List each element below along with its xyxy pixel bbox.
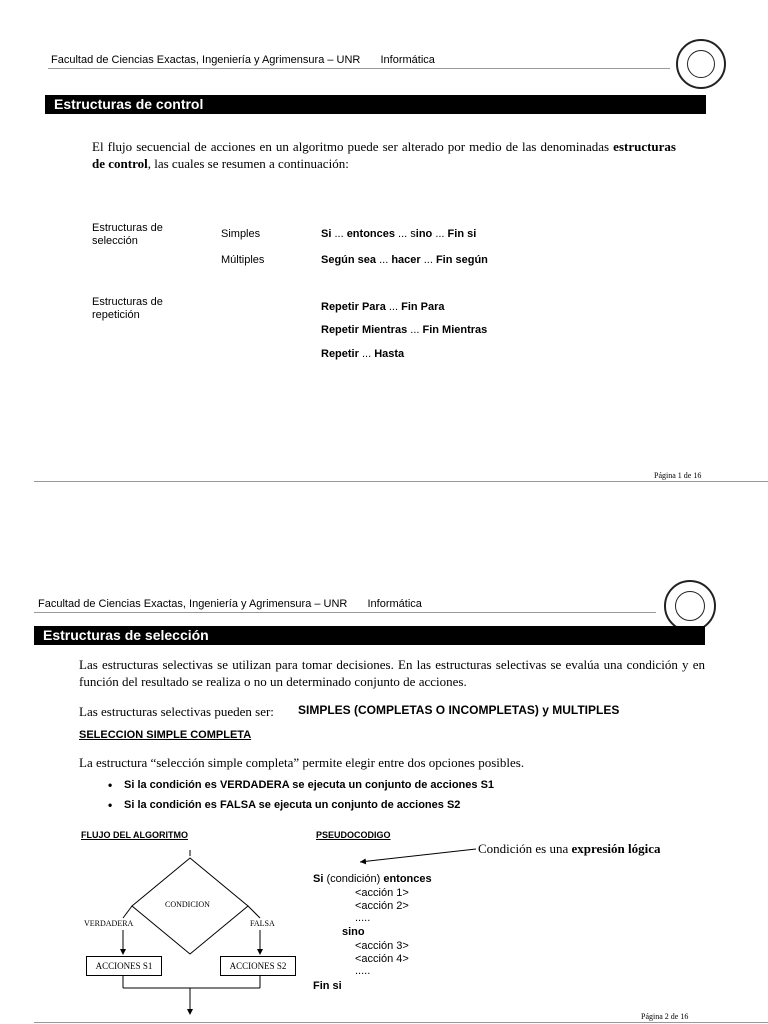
flow-false-label: FALSA bbox=[250, 919, 275, 928]
header-institution: Facultad de Ciencias Exactas, Ingeniería y Agrimensura – UNR bbox=[38, 598, 348, 610]
multiple-label: Múltiples bbox=[221, 254, 265, 266]
repeat-for-syntax: Repetir Para ... Fin Para bbox=[321, 301, 445, 313]
simple-syntax: Si ... entonces ... sino ... Fin si bbox=[321, 228, 477, 240]
flow-title: FLUJO DEL ALGORITMO bbox=[81, 830, 188, 840]
pseudo-dots-2: ..... bbox=[355, 965, 371, 977]
page2-header-rule bbox=[34, 612, 656, 613]
pseudo-finsi: Fin si bbox=[313, 980, 342, 992]
repeat-while-syntax: Repetir Mientras ... Fin Mientras bbox=[321, 324, 488, 336]
page1-header-rule bbox=[48, 68, 670, 69]
pseudo-dots-1: ..... bbox=[355, 912, 371, 924]
repetition-label: Estructuras de repetición bbox=[92, 296, 163, 321]
types-bold: SIMPLES (COMPLETAS O INCOMPLETAS) y MULTIPLES bbox=[298, 703, 620, 717]
page1-number: Página 1 de 16 bbox=[654, 471, 702, 480]
page2-section-title: Estructuras de selección bbox=[34, 626, 705, 645]
list-item: • Si la condición es FALSA se ejecuta un conjunto de acciones S2 bbox=[108, 795, 494, 815]
header-subject: Informática bbox=[367, 598, 422, 610]
pseudo-si-line: Si (condición) entonces bbox=[313, 873, 432, 885]
flow-condition-label: CONDICION bbox=[165, 900, 210, 909]
flow-s1-box: ACCIONES S1 bbox=[86, 956, 162, 976]
pseudo-action-2: <acción 2> bbox=[355, 900, 409, 912]
page1-intro: El flujo secuencial de acciones en un algoritmo puede ser alterado por medio de las denominadas estructuras de control, las cuales se resumen a continuación: bbox=[92, 139, 676, 171]
multiple-syntax: Según sea ... hacer ... Fin según bbox=[321, 254, 488, 266]
page1-header bbox=[51, 54, 435, 66]
pseudo-action-4: <acción 4> bbox=[355, 953, 409, 965]
university-seal-icon bbox=[676, 39, 726, 89]
selection-label: Estructuras de selección bbox=[92, 222, 163, 247]
page-separator bbox=[34, 481, 768, 482]
page2-para2: La estructura “selección simple completa” permite elegir entre dos opciones posibles. bbox=[79, 755, 525, 770]
annotation-arrow-icon bbox=[350, 840, 480, 870]
page1-section-title: Estructuras de control bbox=[45, 95, 706, 114]
pseudo-action-1: <acción 1> bbox=[355, 887, 409, 899]
flowchart bbox=[80, 850, 310, 1020]
header-institution: Facultad de Ciencias Exactas, Ingeniería y Agrimensura – UNR bbox=[51, 54, 361, 66]
annotation: Condición es una expresión lógica bbox=[478, 841, 661, 856]
header-subject: Informática bbox=[380, 54, 435, 66]
pseudo-action-3: <acción 3> bbox=[355, 940, 409, 952]
flow-true-label: VERDADERA bbox=[84, 919, 134, 928]
subsection-title: SELECCION SIMPLE COMPLETA bbox=[79, 729, 252, 741]
university-seal-icon bbox=[664, 580, 716, 632]
page2-header bbox=[38, 598, 422, 610]
simple-label: Simples bbox=[221, 228, 261, 240]
conditions-list bbox=[108, 775, 494, 815]
repeat-until-syntax: Repetir ... Hasta bbox=[321, 348, 405, 360]
flow-s2-box: ACCIONES S2 bbox=[220, 956, 296, 976]
page2-footer-rule bbox=[34, 1022, 768, 1023]
pseudo-title: PSEUDOCODIGO bbox=[316, 830, 391, 840]
types-intro: Las estructuras selectivas pueden ser: bbox=[79, 704, 274, 719]
page2-number: Página 2 de 16 bbox=[641, 1012, 689, 1021]
pseudo-sino: sino bbox=[342, 926, 365, 938]
list-item: • Si la condición es VERDADERA se ejecuta un conjunto de acciones S1 bbox=[108, 775, 494, 795]
page2-intro: Las estructuras selectivas se utilizan para tomar decisiones. En las estructuras selectivas se evalúa una condición y en función del resultado se realiza o no un determinado conjunto de acciones. bbox=[79, 657, 705, 689]
